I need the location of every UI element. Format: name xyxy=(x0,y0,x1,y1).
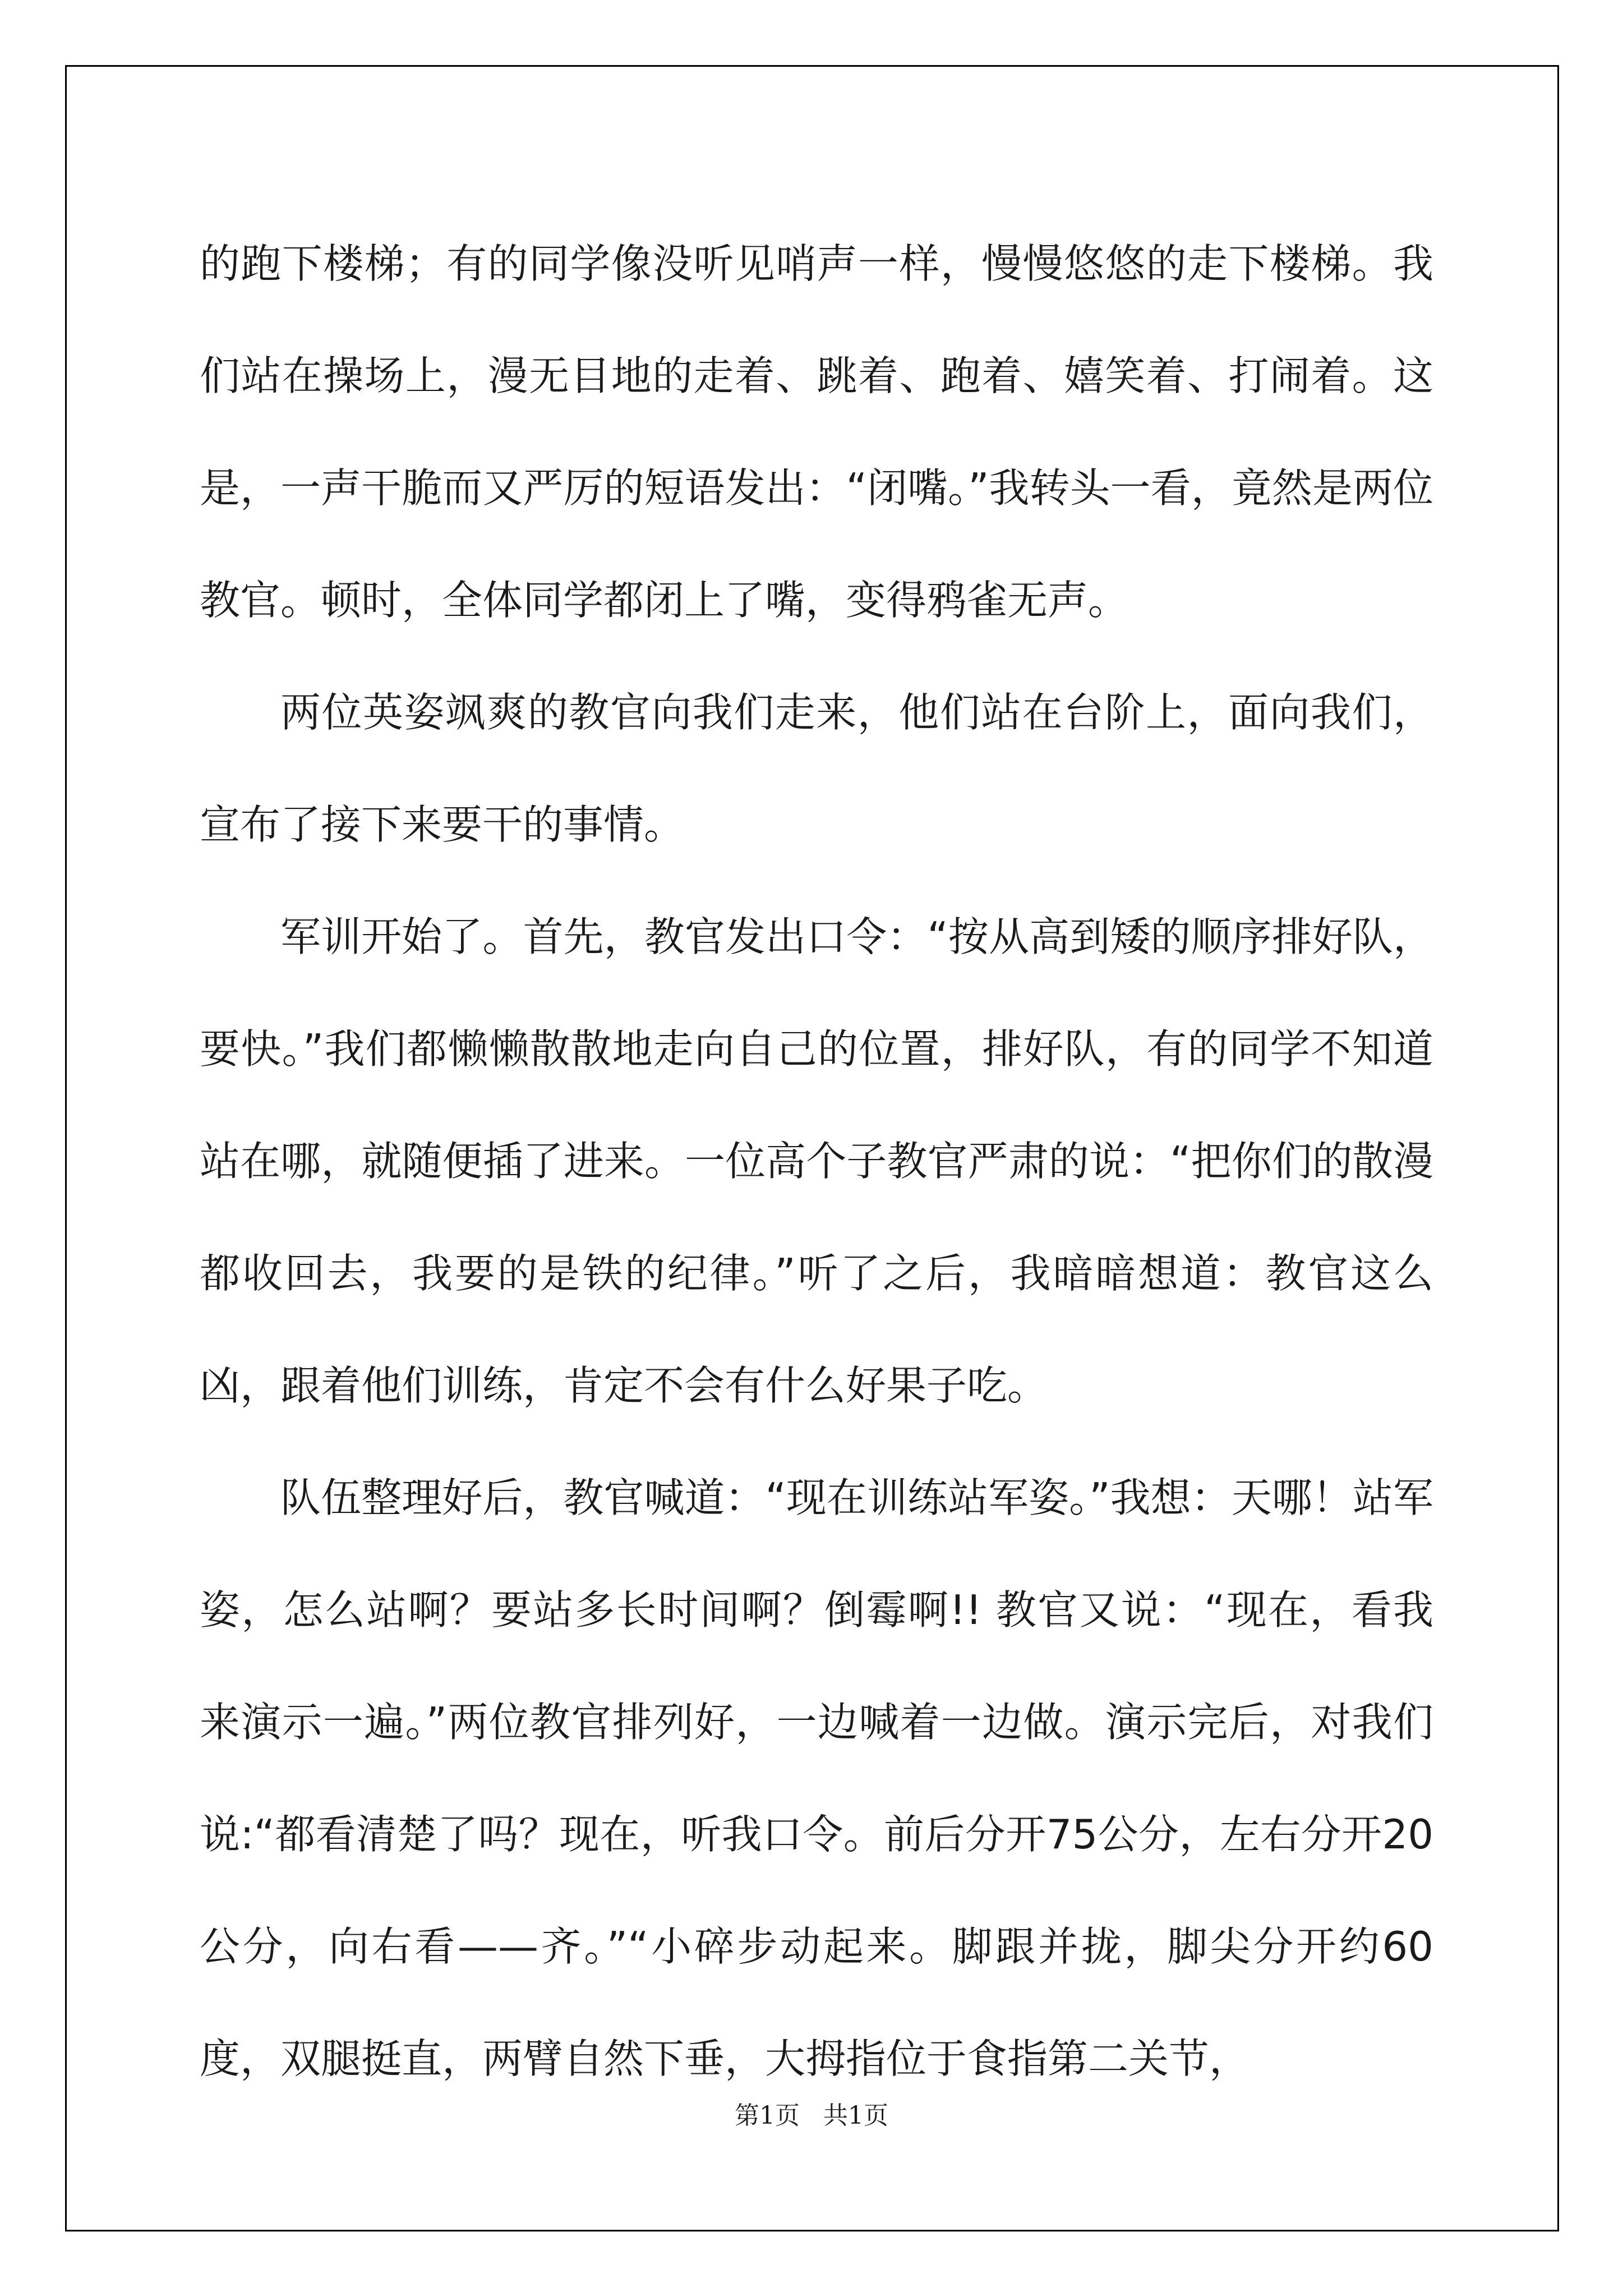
document-body xyxy=(200,208,1433,2115)
paragraph-3: 军训开始了。首先，教官发出口令：“按从高到矮的顺序排好队，要快。”我们都懒懒散散地走向自己的位置，排好队，有的同学不知道站在哪，就随便插了进来。一位高个子教官严肃的说：“把你们的散漫都收回去，我要的是铁的纪律。”听了之后，我暗暗想道：教官这么凶，跟着他们训练，肯定不会有什么好果子吃。 xyxy=(200,913,1433,1409)
paragraph-4: 队伍整理好后，教官喊道：“现在训练站军姿。”我想：天哪！站军姿，怎么站啊？要站多长时间啊？倒霉啊!! 教官又说：“现在，看我来演示一遍。”两位教官排列好，一边喊着一边做。演示完后，对我们说:“都看清楚了吗？现在，听我口令。前后分开75公分，左右分开20公分，向右看——齐。”“小碎步动起来。脚跟并拢，脚尖分开约60度，双腿挺直，两臂自然下垂，大拇指位于食指第二关节， xyxy=(200,1474,1433,2082)
page-footer: 第1页 共1页 xyxy=(735,2101,888,2130)
paragraph-1: 的跑下楼梯；有的同学像没听见哨声一样，慢慢悠悠的走下楼梯。我们站在操场上，漫无目地的走着、跳着、跑着、嬉笑着、打闹着。这是，一声干脆而又严厉的短语发出：“闭嘴。”我转头一看，竟然是两位教官。顿时，全体同学都闭上了嘴，变得鸦雀无声。 xyxy=(200,240,1433,624)
paragraph-2: 两位英姿飒爽的教官向我们走来，他们站在台阶上，面向我们，宣布了接下来要干的事情。 xyxy=(200,689,1433,848)
